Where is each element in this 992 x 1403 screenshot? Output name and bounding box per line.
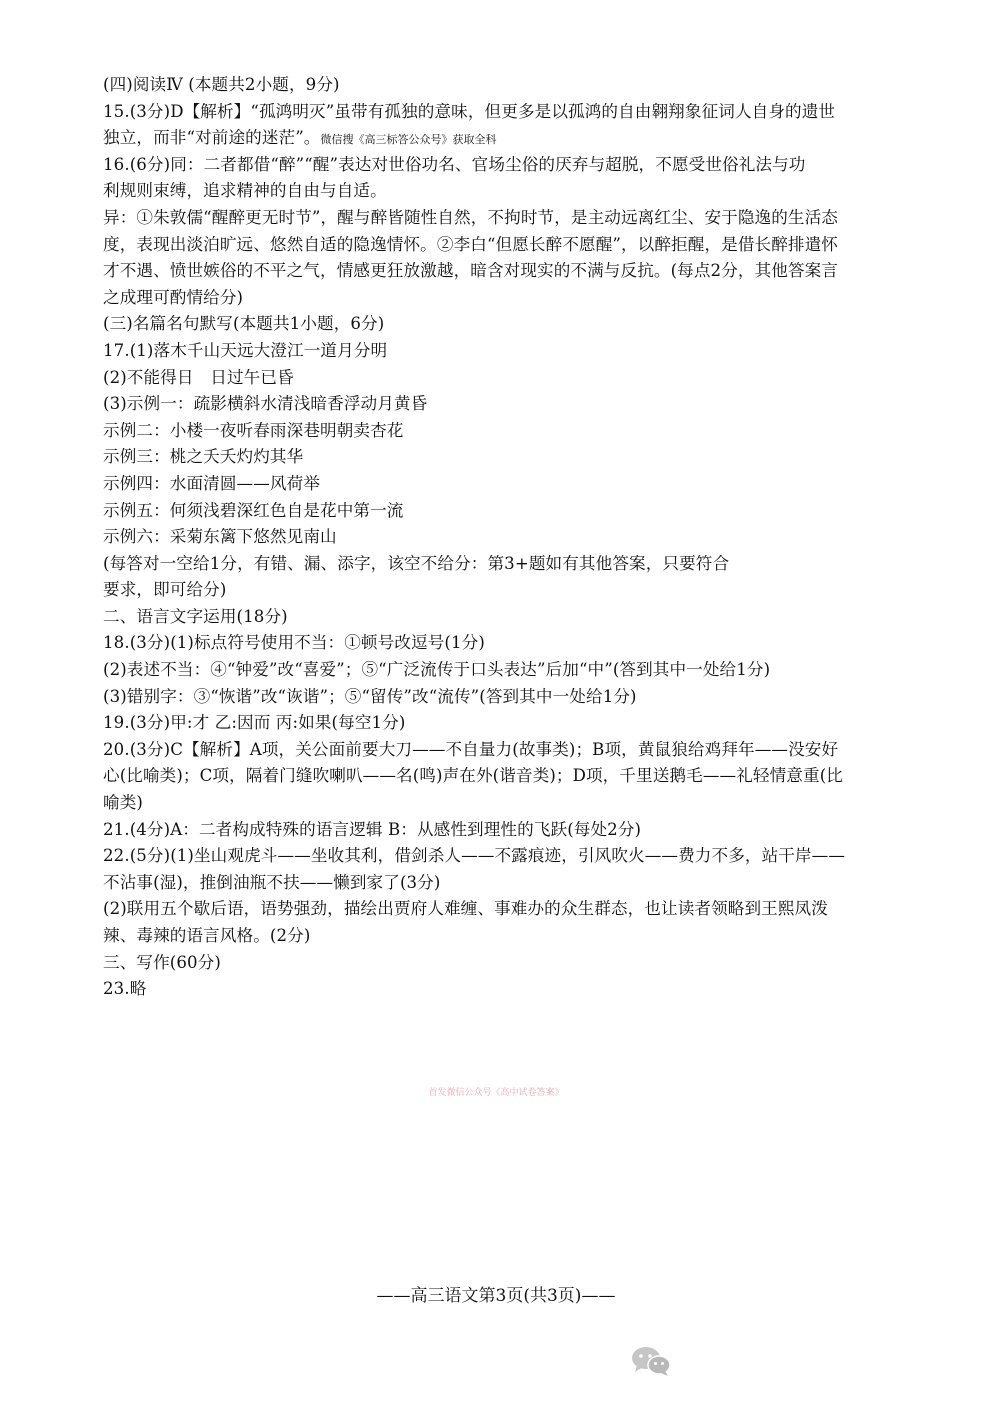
- answer-line: 示例六：采菊东篱下悠然见南山: [103, 527, 337, 547]
- answer-line: 之成理可酌情给分): [103, 287, 244, 307]
- answer-line: (2)表述不当：④“钟爱”改“喜爱”；⑤“广泛流传于口头表达”后加“中”(答到其中一处给1分): [103, 660, 771, 680]
- answer-line: 示例二：小楼一夜听春雨深巷明朝卖杏花: [103, 420, 404, 440]
- answer-content: [103, 72, 893, 1003]
- answer-line: 辣、毒辣的语言风格。(2分): [103, 926, 311, 945]
- answer-line: 22.(5分)(1)坐山观虎斗——坐收其利，借剑杀人——不露痕迹，引风吹火——费力不多，站干岸——: [103, 846, 846, 866]
- watermark-text: 首发微信公众号《高中试卷答案》: [428, 1088, 564, 1098]
- answer-line: [103, 125, 893, 152]
- section-heading-language-use: 二、语言文字运用(18分): [103, 606, 288, 626]
- answer-line: (3)示例一：疏影横斜水清浅暗香浮动月黄昏: [103, 394, 428, 414]
- answer-line: (3)错别字：③“恢谐”改“诙谐”；⑤“留传”改“流传”(答到其中一处给1分): [103, 686, 637, 706]
- answer-line: 18.(3分)(1)标点符号使用不当：①顿号改逗号(1分): [103, 633, 485, 653]
- answer-line: 利规则束缚，追求精神的自由与自适。: [103, 181, 387, 201]
- answer-text: 独立，而非“对前途的迷茫”。: [103, 128, 321, 148]
- answer-line: 异：①朱敦儒“醒醉更无时节”，醒与醉皆随性自然，不拘时节，是主动远离红尘、安于隐逸的生活态: [103, 207, 838, 227]
- answer-line: 21.(4分)A：二者构成特殊的语言逻辑 B：从感性到理性的飞跃(每处2分): [103, 819, 642, 839]
- answer-line: (2)联用五个歇后语，语势强劲，描绘出贾府人难缠、事难办的众生群态，也让读者领略到王熙凤泼: [103, 899, 828, 919]
- wechat-logo-icon: [630, 1345, 672, 1377]
- answer-line: 23.略: [103, 979, 147, 999]
- section-heading-writing: 三、写作(60分): [103, 952, 221, 972]
- inline-promo-note: 微信搜《高三标答公众号》获取全科: [320, 133, 497, 147]
- answer-line: 不沾事(湿)，推倒油瓶不扶——懒到家了(3分): [103, 872, 441, 892]
- answer-line: 才不遇、愤世嫉俗的不平之气，情感更狂放激越，暗含对现实的不满与反抗。(每点2分，其他答案言: [103, 261, 839, 281]
- answer-line: 要求，即可给分): [103, 580, 227, 600]
- section-heading-memorization: (三)名篇名句默写(本题共1小题，6分): [103, 314, 385, 334]
- answer-line: (每答对一空给1分，有错、漏、添字，该空不给分：第3+题如有其他答案，只要符合: [103, 553, 730, 573]
- page-footer: ——高三语文第3页(共3页)——: [376, 1286, 616, 1306]
- answer-line: 度，表现出淡泊旷远、悠然自适的隐逸情怀。②李白“但愿长醉不愿醒”，以醉拒醒，是借长醉排遣怀: [103, 234, 838, 254]
- answer-line: 示例四：水面清圆——风荷举: [103, 473, 321, 493]
- answer-line: 17.(1)落木千山天远大澄江一道月分明: [103, 340, 388, 360]
- answer-line: 20.(3分)C【解析】A项，关公面前要大刀——不自量力(故事类)；B项，黄鼠狼给鸡拜年——没安好: [103, 739, 839, 759]
- answer-line: 15.(3分)D【解析】“孤鸿明灭”虽带有孤独的意味，但更多是以孤鸿的自由翱翔象征词人自身的遗世: [103, 101, 836, 121]
- answer-line: 示例五：何须浅碧深红色自是花中第一流: [103, 500, 404, 520]
- answer-line: 19.(3分)甲:才 乙:因而 丙:如果(每空1分): [103, 713, 406, 733]
- answer-line: (2)不能得日 日过午已昏: [103, 367, 294, 387]
- answer-line: 示例三：桃之夭夭灼灼其华: [103, 447, 304, 467]
- section-heading-reading-4: (四)阅读Ⅳ (本题共2小题，9分): [103, 75, 340, 94]
- answer-line: 喻类): [103, 793, 143, 813]
- answer-line: 16.(6分)同：二者都借“醉”“醒”表达对世俗功名、官场尘俗的厌弃与超脱，不愿受世俗礼法与功: [103, 154, 806, 174]
- answer-line: 心(比喻类)；C项，隔着门缝吹喇叭——名(鸣)声在外(谐音类)；D项，千里送鹅毛——礼轻情意重(比: [103, 766, 843, 786]
